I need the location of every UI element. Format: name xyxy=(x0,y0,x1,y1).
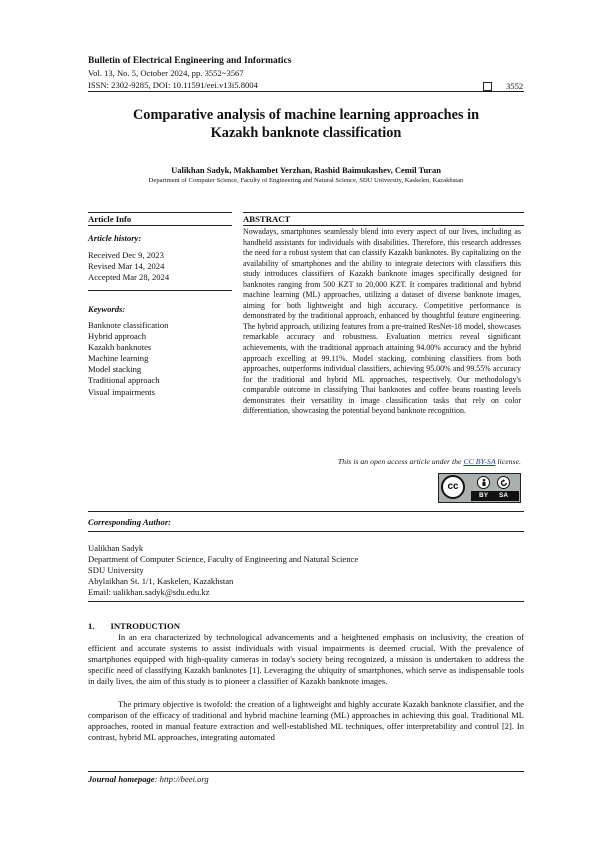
intro-paragraph-2: The primary objective is twofold: the creation of a lightweight and highly accurate Kazakh banknote classifier, and the comparison of the efficacy of traditional and hybrid machine learning (ML) approaches in achieving this goal. Traditional ML approaches, rooted in manual feature extraction and well-established ML techniques, offer interpretability and control [2]. In contrast, hybrid ML approaches, integrating automated xyxy=(88,699,524,743)
keywords-heading: Keywords: xyxy=(88,304,126,314)
keyword-item: Machine learning xyxy=(88,353,149,364)
history-received: Received Dec 9, 2023 xyxy=(88,250,164,260)
corresponding-dept: Department of Computer Science, Faculty of Engineering and Natural Science xyxy=(88,554,359,565)
volume-line: Vol. 13, No. 5, October 2024, pp. 3552~3567 xyxy=(88,68,244,78)
keyword-item: Hybrid approach xyxy=(88,331,146,342)
cc-logo-icon: cc xyxy=(441,475,465,499)
paper-title xyxy=(88,106,524,142)
keyword-item: Kazakh banknotes xyxy=(88,342,152,353)
keyword-item: Visual impairments xyxy=(88,386,156,397)
keyword-item: Traditional approach xyxy=(88,375,160,386)
sa-label: SA xyxy=(499,492,509,499)
issn-doi-line: ISSN: 2302-9285, DOI: 10.11591/eei.v13i5.8004 xyxy=(88,80,258,90)
page-number: 3552 xyxy=(506,81,524,91)
authors: Ualikhan Sadyk, Makhambet Yerzhan, Rashid Baimukashev, Cemil Turan xyxy=(171,165,441,175)
keywords-list xyxy=(88,320,168,398)
info-heading-rule xyxy=(88,225,232,226)
abstract-text: Nowadays, smartphones seamlessly blend into every aspect of our lives, including as handheld assistants for individuals with disabilities. Therefore, this research addresses the need for a robust system that can classify Kazakh banknotes. By capitalizing on the availability of smartphones and the ability to integrate detectors with classifiers this study introduces classifiers of Kazakh banknote images specifically designed for banknotes ranging from 500 KZT to 20,000 KZT. It compares traditional and hybrid machine learning (ML) approaches, utilizing a dataset of diverse banknote images, aiming for both lightweight and high accuracy. Competitive performance is demonstrated by the traditional approach, enhanced by thoughtful feature engineering. The hybrid approach, utilizing features from a pre-trained ResNet-18 model, showcases remarkable accuracy and robustness. Evaluation metrics reveal significant achievements, with the traditional approach attaining 94.00% accuracy and the hybrid approach excelling at 99.11%. Model stacking, combining classifiers from both approaches, outperforms individual classifiers, achieving 95.00% and 99.55% accuracy for the traditional and hybrid ML approaches, respectively. Our methodology's comparable outcome in classifying Thai banknotes and coffee beans roasting levels demonstrates their versatility in image classification tasks that rely on color differentiation, showcasing the potential beyond banknote recognition. xyxy=(243,227,521,416)
abstract-heading-rule xyxy=(243,225,524,226)
corresponding-details xyxy=(88,543,358,598)
cc-by-sa-link[interactable]: CC BY-SA xyxy=(463,457,496,466)
journal-homepage xyxy=(88,774,209,784)
intro-heading xyxy=(88,621,180,631)
intro-number: 1. xyxy=(88,621,95,631)
history-heading: Article history: xyxy=(88,233,142,243)
oa-suffix: license. xyxy=(495,457,521,466)
square-icon xyxy=(483,82,492,91)
homepage-label: Journal homepage xyxy=(88,774,155,784)
keyword-item: Banknote classification xyxy=(88,320,169,330)
title-line-2: Kazakh banknote classification xyxy=(210,125,402,141)
corresponding-address: Abylaikhan St. 1/1, Kaskelen, Kazakhstan xyxy=(88,576,234,587)
corresponding-heading: Corresponding Author: xyxy=(88,517,172,527)
intro-title: INTRODUCTION xyxy=(110,621,181,631)
footer-rule xyxy=(88,771,524,772)
header-rule xyxy=(88,91,524,92)
corresponding-university: SDU University xyxy=(88,565,144,576)
history-accepted: Accepted Mar 28, 2024 xyxy=(88,272,170,283)
corresponding-name: Ualikhan Sadyk xyxy=(88,543,144,553)
cc-by-sa-badge[interactable] xyxy=(438,473,521,503)
homepage-url[interactable]: http://beei.org xyxy=(159,774,209,784)
oa-prefix: This is an open access article under the xyxy=(337,457,464,466)
abstract-top-rule xyxy=(243,212,524,213)
open-access-note xyxy=(243,457,521,466)
abstract-heading: ABSTRACT xyxy=(243,214,291,224)
by-label: BY xyxy=(479,492,489,499)
title-line-1: Comparative analysis of machine learning approaches in xyxy=(132,107,480,123)
intro-paragraph-1: In an era characterized by technological advancements and a heightened emphasis on inclusivity, the creation of efficient and accurate systems to assist individuals with visual impairments is deemed crucial. With the prevalence of smartphones equipped with high-quality cameras in today's society being recognized, a mission is undertaken to address the specific need of classifying Kazakh banknotes [1]. Leveraging the ubiquity of smartphones, which serve as indispensable tools in daily lives, the aim of this study is to pioneer a classifier of Kazakh banknote images. xyxy=(88,632,524,687)
affiliation: Department of Computer Science, Faculty of Engineering and Natural Science, SDU University, Kaskelen, Kazakhstan xyxy=(148,177,464,184)
attribution-icon xyxy=(477,476,490,489)
share-alike-icon xyxy=(497,476,510,489)
history-rule xyxy=(88,290,232,291)
homepage-sep: : xyxy=(154,774,160,784)
journal-name: Bulletin of Electrical Engineering and Informatics xyxy=(88,56,292,66)
history-list xyxy=(88,250,169,283)
corresponding-bottom-rule xyxy=(88,601,524,602)
article-info-heading: Article Info xyxy=(88,214,132,224)
abstract-bottom-rule xyxy=(88,511,524,512)
keyword-item: Model stacking xyxy=(88,364,142,375)
info-top-rule xyxy=(88,212,232,213)
corresponding-email: Email: ualikhan.sadyk@sdu.edu.kz xyxy=(88,587,210,598)
corresponding-rule xyxy=(88,531,524,532)
history-revised: Revised Mar 14, 2024 xyxy=(88,261,165,272)
